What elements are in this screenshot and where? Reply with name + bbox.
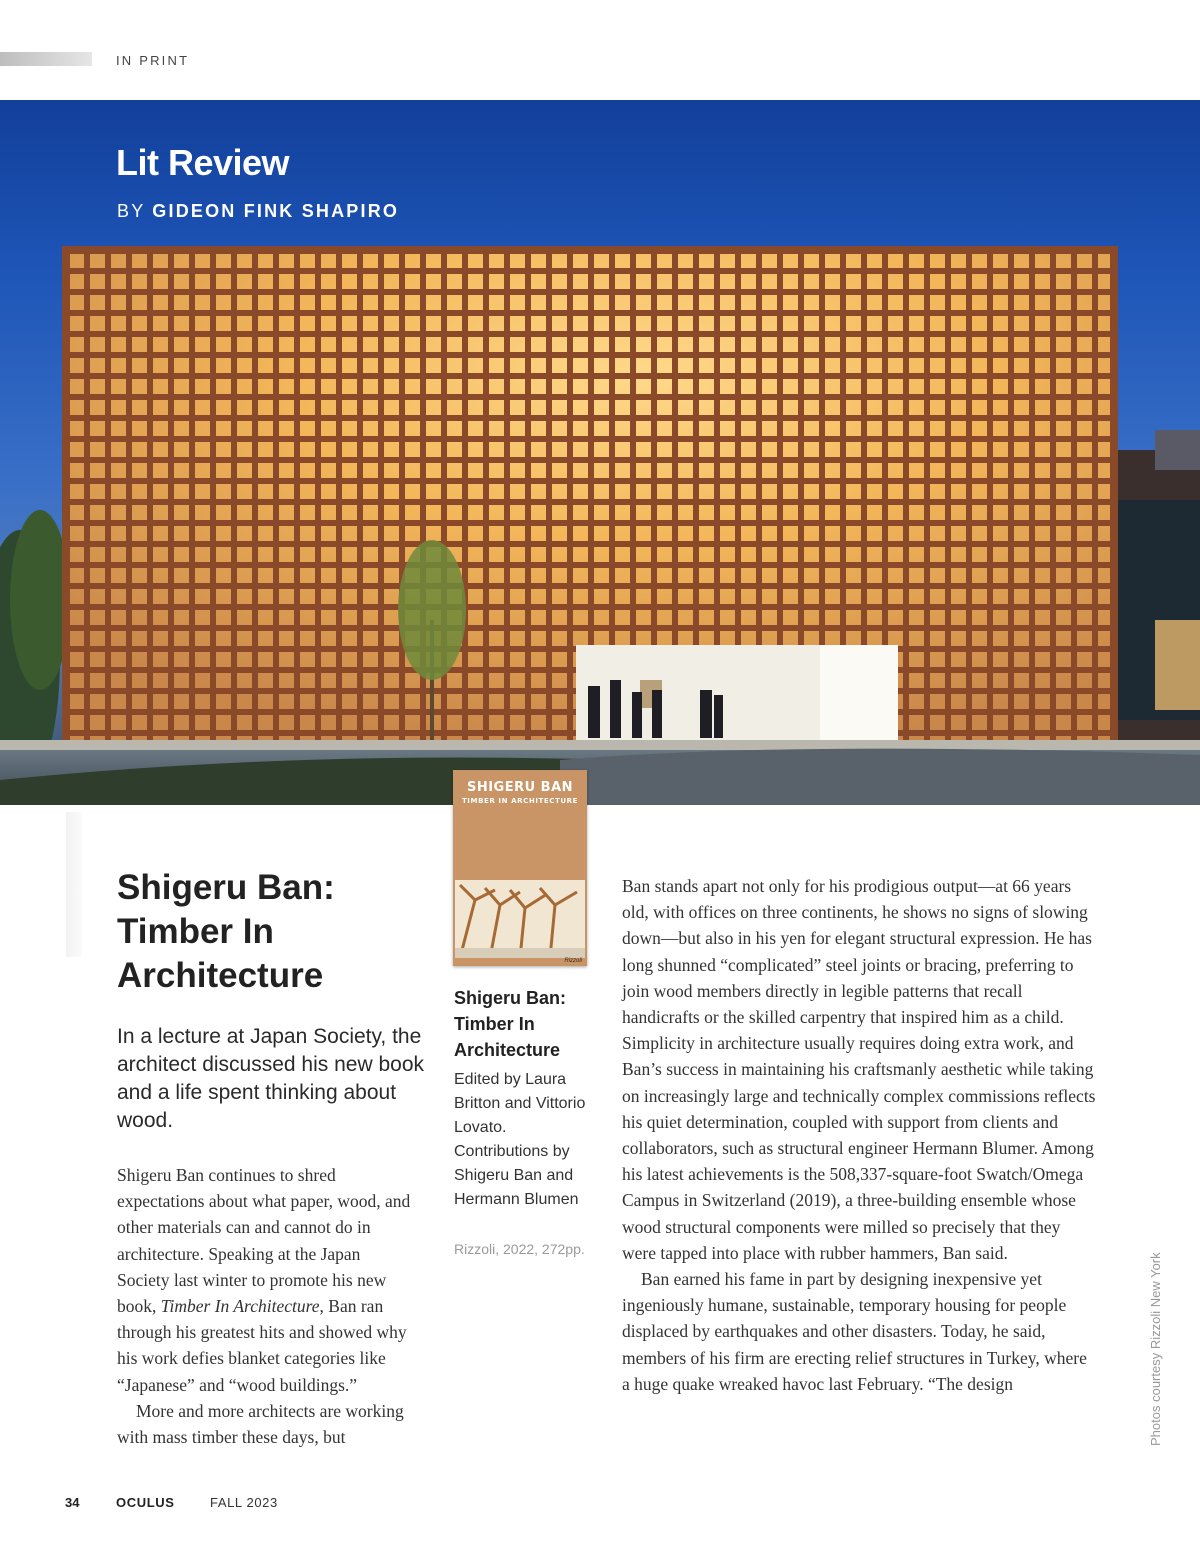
issue-date: FALL 2023: [210, 1495, 278, 1510]
photo-credit: Photos courtesy Rizzoli New York: [1148, 1252, 1163, 1446]
section-label: IN PRINT: [116, 53, 190, 68]
magazine-name: OCULUS: [116, 1495, 175, 1510]
book-cover-subtitle: TIMBER IN ARCHITECTURE: [461, 797, 579, 805]
caption-credits: Edited by Laura Britton and Vittorio Lovato. Contributions by Shigeru Ban and Hermann Blumen: [454, 1071, 586, 1208]
page-number: 34: [65, 1495, 80, 1510]
byline: [117, 201, 399, 222]
caption-publication: Rizzoli, 2022, 272pp.: [454, 1241, 585, 1257]
body-paragraph: Ban stands apart not only for his prodigious output—at 66 years old, with offices on three continents, he shows no signs of slowing down—but also in his yen for elegant structural expression. He has long shunned “complicated” steel joints or bracing, preferring to join wood members directly in legible patterns that recall handicrafts or the skilled carpentry that inspired him as a child. Simplicity in architecture usually requires doing extra work, and Ban’s success in maintaining his craftsmanly aesthetic while taking on increasingly large and technically complex commissions reflects his quiet determination, coupled with support from clients and collaborators, such as structural engineer Hermann Blumer. Among his latest achievements is the 508,337-square-foot Swatch/Omega Campus in Switzerland (2019), a three-building ensemble whose wood structural components were milled so precisely that they were tapped into place with rubber hammers, Ban said.: [622, 876, 1096, 1263]
book-cover-title: SHIGERU BAN: [466, 780, 574, 795]
hero-title: Lit Review: [116, 142, 290, 183]
article-title: Shigeru Ban: Timber In Architecture: [117, 868, 335, 995]
hero-photo: [0, 100, 1200, 805]
body-column-left: [117, 1162, 417, 1450]
body-paragraph: Shigeru Ban continues to shred expectations about what paper, wood, and other materials can and cannot do in architecture. Speaking at the Japan Society last winter to promote his new book, Timber In Architecture, Ban ran through his greatest hits and showed why his work defies blanket categories like “Japanese” and “wood buildings.”: [117, 1165, 411, 1395]
book-title-italic: Timber In Architecture: [160, 1296, 320, 1317]
caption-book-title: Shigeru Ban: Timber In Architecture: [454, 988, 567, 1060]
section-color-bar: [0, 52, 92, 66]
book-cover: [453, 770, 587, 966]
body-paragraph: Ban earned his fame in part by designing inexpensive yet ingeniously humane, sustainable, temporary housing for people displaced by earthquakes and other disasters. Today, he said, members of his firm are erecting relief structures in Turkey, where a huge quake wreaked havoc last February. “The design: [622, 1269, 1087, 1394]
decorative-strip: [66, 812, 82, 957]
body-paragraph: More and more architects are working with mass timber these days, but: [117, 1400, 404, 1448]
article-dek: In a lecture at Japan Society, the architect discussed his new book and a life spent thinking about wood.: [117, 1025, 424, 1132]
book-cover-photo: [455, 880, 585, 958]
book-cover-publisher: Rizzoli: [564, 958, 582, 964]
byline-author: GIDEON FINK SHAPIRO: [152, 201, 400, 221]
byline-prefix: BY: [117, 201, 153, 221]
body-column-right: [622, 873, 1097, 1397]
